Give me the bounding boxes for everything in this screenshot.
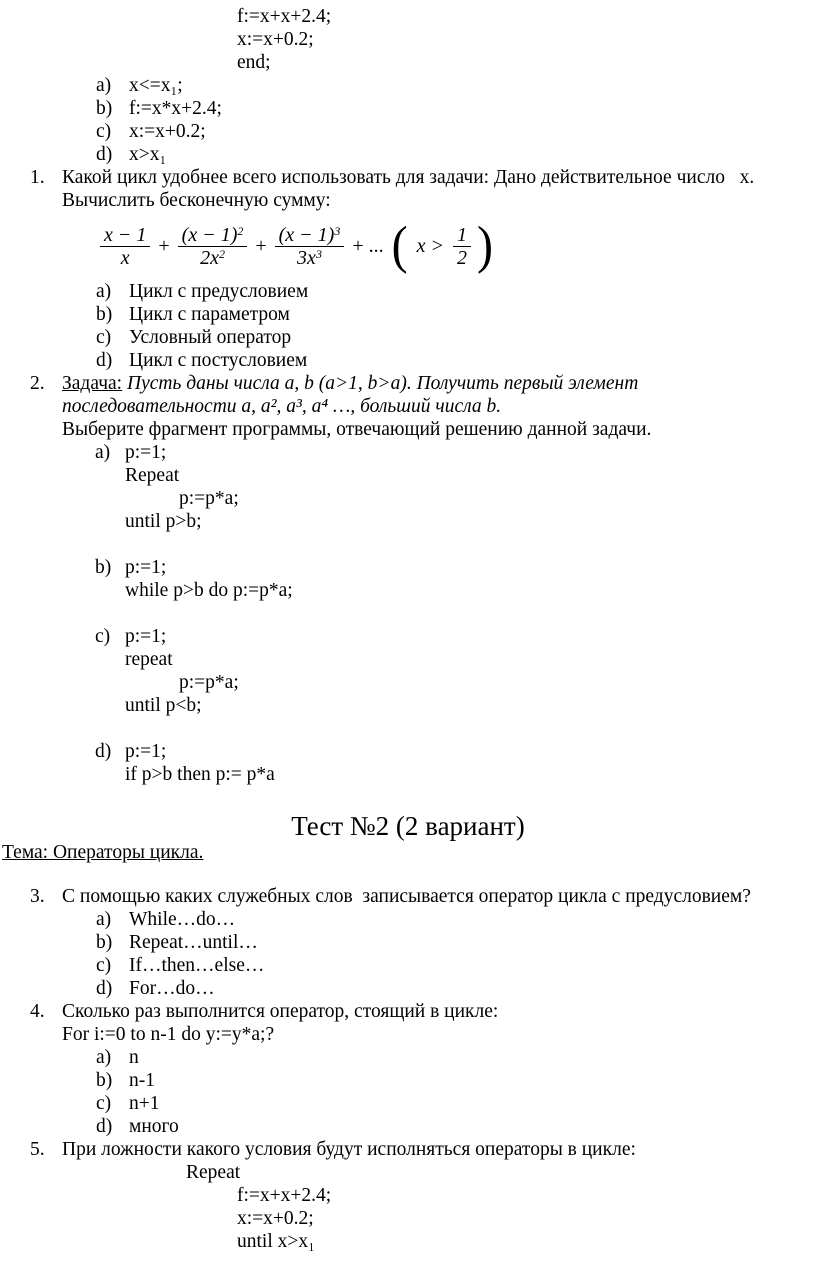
question-line xyxy=(30,166,816,189)
option-letter: c) xyxy=(96,1093,112,1114)
option-letter: d) xyxy=(96,1116,113,1137)
task-text-italic: Пусть даны числа a, b (a>1, b>a). Получить первый элемент xyxy=(122,373,639,394)
numerator-base: (x − 1) xyxy=(278,223,335,246)
answer-option xyxy=(96,977,816,1000)
answer-option xyxy=(96,120,816,143)
fraction-numerator: x − 1 xyxy=(100,224,150,247)
question-2 xyxy=(0,372,816,786)
denominator-base: 2x xyxy=(200,246,219,269)
question-number: 1. xyxy=(30,167,45,188)
option-text: x>x₁ xyxy=(129,144,167,165)
code-line: until p<b; xyxy=(125,695,202,716)
option-letter: a) xyxy=(96,281,112,302)
code-line: For i:=0 to n-1 do y:=y*a;? xyxy=(62,1024,275,1045)
code-line: x:=x+0.2; xyxy=(237,1208,314,1229)
theme-label: Тема: Операторы цикла. xyxy=(2,842,204,863)
question-number: 2. xyxy=(30,373,45,394)
code-line: while p>b do p:=p*a; xyxy=(125,580,293,601)
option-letter: d) xyxy=(96,978,113,999)
question-number: 5. xyxy=(30,1139,45,1160)
option-letter: b) xyxy=(95,557,112,578)
test-title: Тест №2 (2 вариант) xyxy=(291,811,525,841)
task-label: Задача: xyxy=(62,373,123,394)
question-number: 3. xyxy=(30,886,45,907)
option-text: x:=x+0.2; xyxy=(129,121,206,142)
answer-option xyxy=(96,74,816,97)
code-line: p:=p*a; xyxy=(179,488,239,509)
option-letter: b) xyxy=(96,1070,113,1091)
option-text: x<=x₁; xyxy=(129,75,183,96)
code-line: x:=x+0.2; xyxy=(237,29,314,50)
code-line: Repeat xyxy=(125,465,180,486)
option-letter: c) xyxy=(95,626,111,647)
question-line xyxy=(30,1000,816,1023)
fraction-denominator xyxy=(196,247,229,269)
code-line xyxy=(95,441,816,464)
code-text: p:=1; xyxy=(125,557,167,578)
option-text: While…do… xyxy=(129,909,236,930)
infinite-sum-formula: $\frac{x - 1}{x}$ + $\frac{(x - 1)^2}{2x^2}$ + $\frac{(x - 1)^3}{3x^3}$ + ... ( x > $\frac{1}{2}$ ) xyxy=(100,218,816,274)
answer-option xyxy=(96,97,816,120)
instruction-text: Выберите фрагмент программы, отвечающий решению данной задачи. xyxy=(62,419,652,440)
fraction-numerator xyxy=(178,224,248,247)
code-text: p:=1; xyxy=(125,741,167,762)
question-text: Сколько раз выполнится оператор, стоящий в цикле: xyxy=(62,1001,499,1022)
option-text: Цикл с предусловием xyxy=(129,281,309,302)
condition-fraction xyxy=(453,224,471,269)
option-letter: c) xyxy=(96,955,112,976)
exponent: 2 xyxy=(218,246,225,261)
option-letter: d) xyxy=(96,350,113,371)
code-line: until p>b; xyxy=(125,511,202,532)
answer-option xyxy=(96,303,816,326)
code-text: p:=1; xyxy=(125,626,167,647)
question-4 xyxy=(0,1000,816,1138)
question-1 xyxy=(0,166,816,372)
option-letter: a) xyxy=(95,442,111,463)
question-number: 4. xyxy=(30,1001,45,1022)
task-text-italic: последовательности a, a², a³, a⁴ …, больший числа b. xyxy=(62,396,502,417)
option-letter: c) xyxy=(96,327,112,348)
plus-operator: + xyxy=(158,234,170,257)
question-1-options xyxy=(0,280,816,372)
code-line: p:=p*a; xyxy=(179,672,239,693)
option-text: If…then…else… xyxy=(129,955,265,976)
option-letter: d) xyxy=(96,144,113,165)
fraction-numerator xyxy=(275,224,345,247)
program-option-b xyxy=(95,556,816,602)
option-text: Цикл с параметром xyxy=(129,304,290,325)
option-text: n+1 xyxy=(129,1093,160,1114)
code-line xyxy=(95,625,816,648)
answer-option xyxy=(96,1046,816,1069)
question-text: При ложности какого условия будут исполняться операторы в цикле: xyxy=(62,1139,636,1160)
exponent: 3 xyxy=(334,223,341,238)
code-line: end; xyxy=(237,52,271,73)
option-text: Repeat…until… xyxy=(129,932,258,953)
option-letter: b) xyxy=(96,98,113,119)
code-line: if p>b then p:= p*a xyxy=(125,764,275,785)
question-line xyxy=(30,372,816,395)
option-letter: b) xyxy=(96,932,113,953)
denominator-base: 3x xyxy=(297,246,316,269)
question-line xyxy=(30,885,816,908)
condition-expression: x > xyxy=(416,234,444,257)
answer-option xyxy=(96,1069,816,1092)
fraction-2 xyxy=(178,224,248,269)
numerator-base: (x − 1) xyxy=(181,223,238,246)
question-text: Какой цикл удобнее всего использовать для задачи: Дано действительное число x. xyxy=(62,167,755,188)
fraction-denominator: 2 xyxy=(456,246,467,269)
question-line xyxy=(30,1138,816,1161)
answer-option xyxy=(96,1092,816,1115)
code-text: p:=1; xyxy=(125,442,167,463)
exponent: 2 xyxy=(237,223,244,238)
code-line xyxy=(95,740,816,763)
program-option-c xyxy=(95,625,816,717)
fraction-denominator: x xyxy=(120,246,130,269)
option-letter: a) xyxy=(96,75,112,96)
code-line: f:=x+x+2.4; xyxy=(237,6,332,27)
option-text: f:=x*x+2.4; xyxy=(129,98,222,119)
option-letter: a) xyxy=(96,1047,112,1068)
option-text: n xyxy=(129,1047,139,1068)
answer-option xyxy=(96,1115,816,1138)
code-line: Repeat xyxy=(186,1162,241,1183)
plus-ellipsis-operator: + ... xyxy=(352,234,384,257)
intro-options xyxy=(0,74,816,166)
intro-code-block xyxy=(237,0,816,74)
fraction-3 xyxy=(275,224,345,269)
answer-option xyxy=(96,349,816,372)
answer-option xyxy=(96,143,816,166)
question-5 xyxy=(0,1138,816,1253)
option-letter: c) xyxy=(96,121,112,142)
code-line: f:=x+x+2.4; xyxy=(237,1185,332,1206)
question-5-code-block xyxy=(186,1161,816,1253)
question-text: С помощью каких служебных слов записывается оператор цикла с предусловием? xyxy=(62,886,751,907)
fraction-denominator xyxy=(293,247,326,269)
answer-option xyxy=(96,931,816,954)
code-line xyxy=(95,556,816,579)
answer-option xyxy=(96,326,816,349)
fraction-1 xyxy=(100,224,150,269)
answer-option xyxy=(96,954,816,977)
code-line: until x>x₁ xyxy=(237,1231,315,1252)
exponent: 3 xyxy=(315,246,322,261)
plus-operator: + xyxy=(255,234,267,257)
option-text: Цикл с постусловием xyxy=(129,350,308,371)
option-letter: d) xyxy=(95,741,112,762)
option-letter: b) xyxy=(96,304,113,325)
question-text: Вычислить бесконечную сумму: xyxy=(62,190,331,211)
answer-option xyxy=(96,908,816,931)
program-option-a xyxy=(95,441,816,533)
option-letter: a) xyxy=(96,909,112,930)
fraction-numerator: 1 xyxy=(453,224,471,247)
option-text: n-1 xyxy=(129,1070,155,1091)
option-text: For…do… xyxy=(129,978,215,999)
answer-option xyxy=(96,280,816,303)
option-text: Условный оператор xyxy=(129,327,292,348)
code-line: repeat xyxy=(125,649,173,670)
program-option-d xyxy=(95,740,816,786)
question-3 xyxy=(0,885,816,1000)
option-text: много xyxy=(129,1116,179,1137)
